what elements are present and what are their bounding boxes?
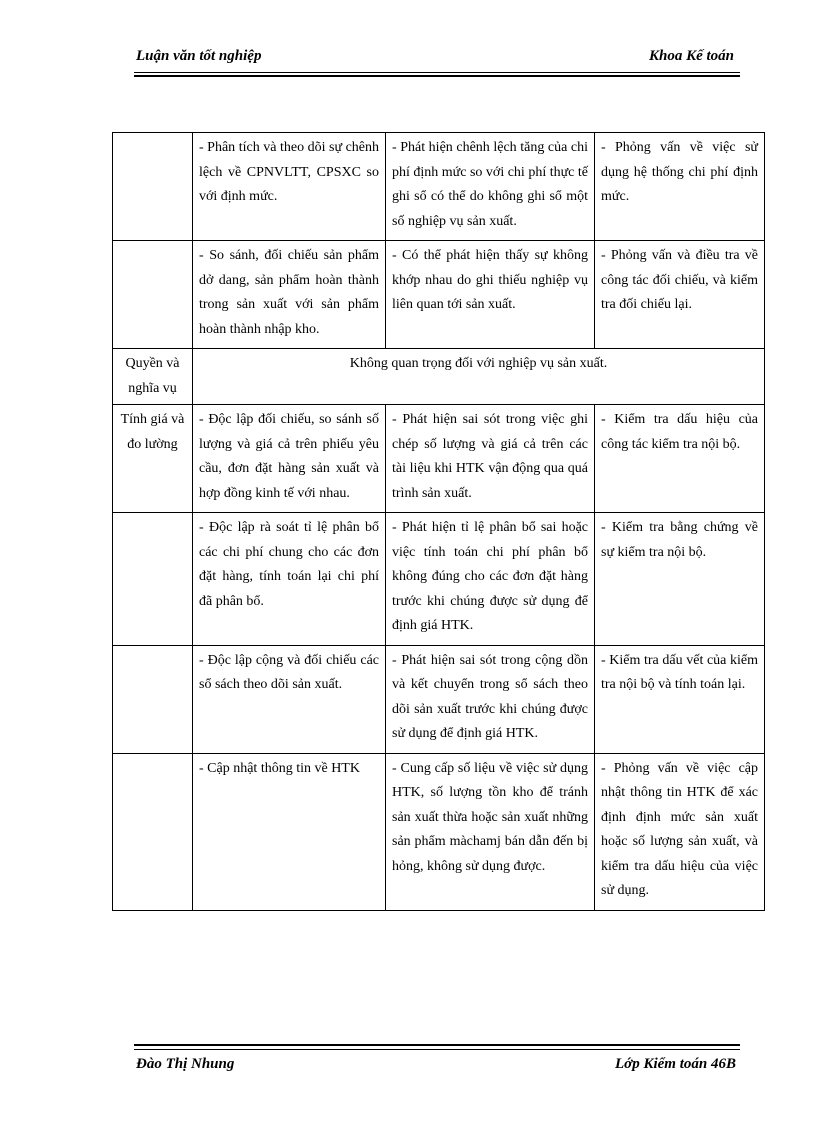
row-heading: Quyền và nghĩa vụ [113, 349, 193, 405]
table-cell: - Cung cấp số liệu về việc sử dụng HTK, số lượng tồn kho để tránh sản xuất thừa hoặc sản xuất những sản phẩm màchamj bán dẫn đến bị hỏng, không sử dụng được. [386, 753, 595, 910]
table-cell: - Phát hiện chênh lệch tăng của chi phí định mức so với chi phí thực tế ghi sổ có thể do không ghi sổ một số nghiệp vụ sản xuất. [386, 133, 595, 241]
table-cell [113, 753, 193, 910]
table-cell: - Phỏng vấn và điều tra về công tác đối chiếu, và kiểm tra đối chiếu lại. [595, 241, 765, 349]
table-cell: - Kiểm tra bằng chứng về sự kiểm tra nội bộ. [595, 513, 765, 646]
table-row [113, 241, 765, 349]
table-cell: - Phỏng vấn về việc sử dụng hệ thống chi phí định mức. [595, 133, 765, 241]
table-cell [113, 241, 193, 349]
table-cell: - Phát hiện sai sót trong việc ghi chép số lượng và giá cả trên các tài liệu khi HTK vận động qua quá trình sản xuất. [386, 405, 595, 513]
row-heading: Tính giá và đo lường [113, 405, 193, 513]
table-cell: - Cập nhật thông tin về HTK [193, 753, 386, 910]
table-cell [113, 645, 193, 753]
table-cell: - So sánh, đối chiếu sản phẩm dở dang, sản phẩm hoàn thành trong sản xuất với sản phẩm hoàn thành nhập kho. [193, 241, 386, 349]
table-cell: - Kiểm tra dấu vết của kiểm tra nội bộ và tính toán lại. [595, 645, 765, 753]
merged-cell: Không quan trọng đối với nghiệp vụ sản xuất. [193, 349, 765, 405]
footer-right: Lớp Kiểm toán 46B [615, 1056, 736, 1072]
table-cell [113, 513, 193, 646]
header-left: Luận văn tốt nghiệp [136, 48, 262, 64]
footer-rule-thin [134, 1049, 740, 1050]
table-row [113, 753, 765, 910]
table-cell: - Độc lập đối chiếu, so sánh số lượng và giá cả trên phiếu yêu cầu, đơn đặt hàng sản xuất và hợp đồng kinh tế với nhau. [193, 405, 386, 513]
audit-table [112, 132, 765, 911]
table-cell: - Phát hiện tỉ lệ phân bổ sai hoặc việc tính toán chi phí phân bổ không đúng cho các đơn đặt hàng trước khi chúng được sử dụng để định giá HTK. [386, 513, 595, 646]
footer-left: Đào Thị Nhung [136, 1056, 235, 1072]
footer-rule-thick [134, 1044, 740, 1046]
table-row [113, 133, 765, 241]
table-cell: - Phân tích và theo dõi sự chênh lệch về CPNVLTT, CPSXC so với định mức. [193, 133, 386, 241]
table-cell: - Độc lập cộng và đối chiếu các sổ sách theo dõi sản xuất. [193, 645, 386, 753]
table-cell [113, 133, 193, 241]
table-cell: - Độc lập rà soát tỉ lệ phân bổ các chi phí chung cho các đơn đặt hàng, tính toán lại chi phí đã phân bổ. [193, 513, 386, 646]
header-rule-thin [134, 72, 740, 73]
table-cell: - Có thể phát hiện thấy sự không khớp nhau do ghi thiếu nghiệp vụ liên quan tới sản xuất. [386, 241, 595, 349]
table-row [113, 513, 765, 646]
header-rule-thick [134, 75, 740, 77]
header-right: Khoa Kế toán [648, 48, 734, 64]
table-cell: - Phỏng vấn về việc cập nhật thông tin HTK để xác định định mức sản xuất hoặc số lượng sản xuất, và kiểm tra dấu hiệu của việc sử dụng. [595, 753, 765, 910]
table-cell: - Kiểm tra dấu hiệu của công tác kiểm tra nội bộ. [595, 405, 765, 513]
table-cell: - Phát hiện sai sót trong cộng dồn và kết chuyển trong sổ sách theo dõi sản xuất trước khi chúng được sử dụng để định giá HTK. [386, 645, 595, 753]
table-row [113, 645, 765, 753]
table-row [113, 349, 765, 405]
table-row [113, 405, 765, 513]
